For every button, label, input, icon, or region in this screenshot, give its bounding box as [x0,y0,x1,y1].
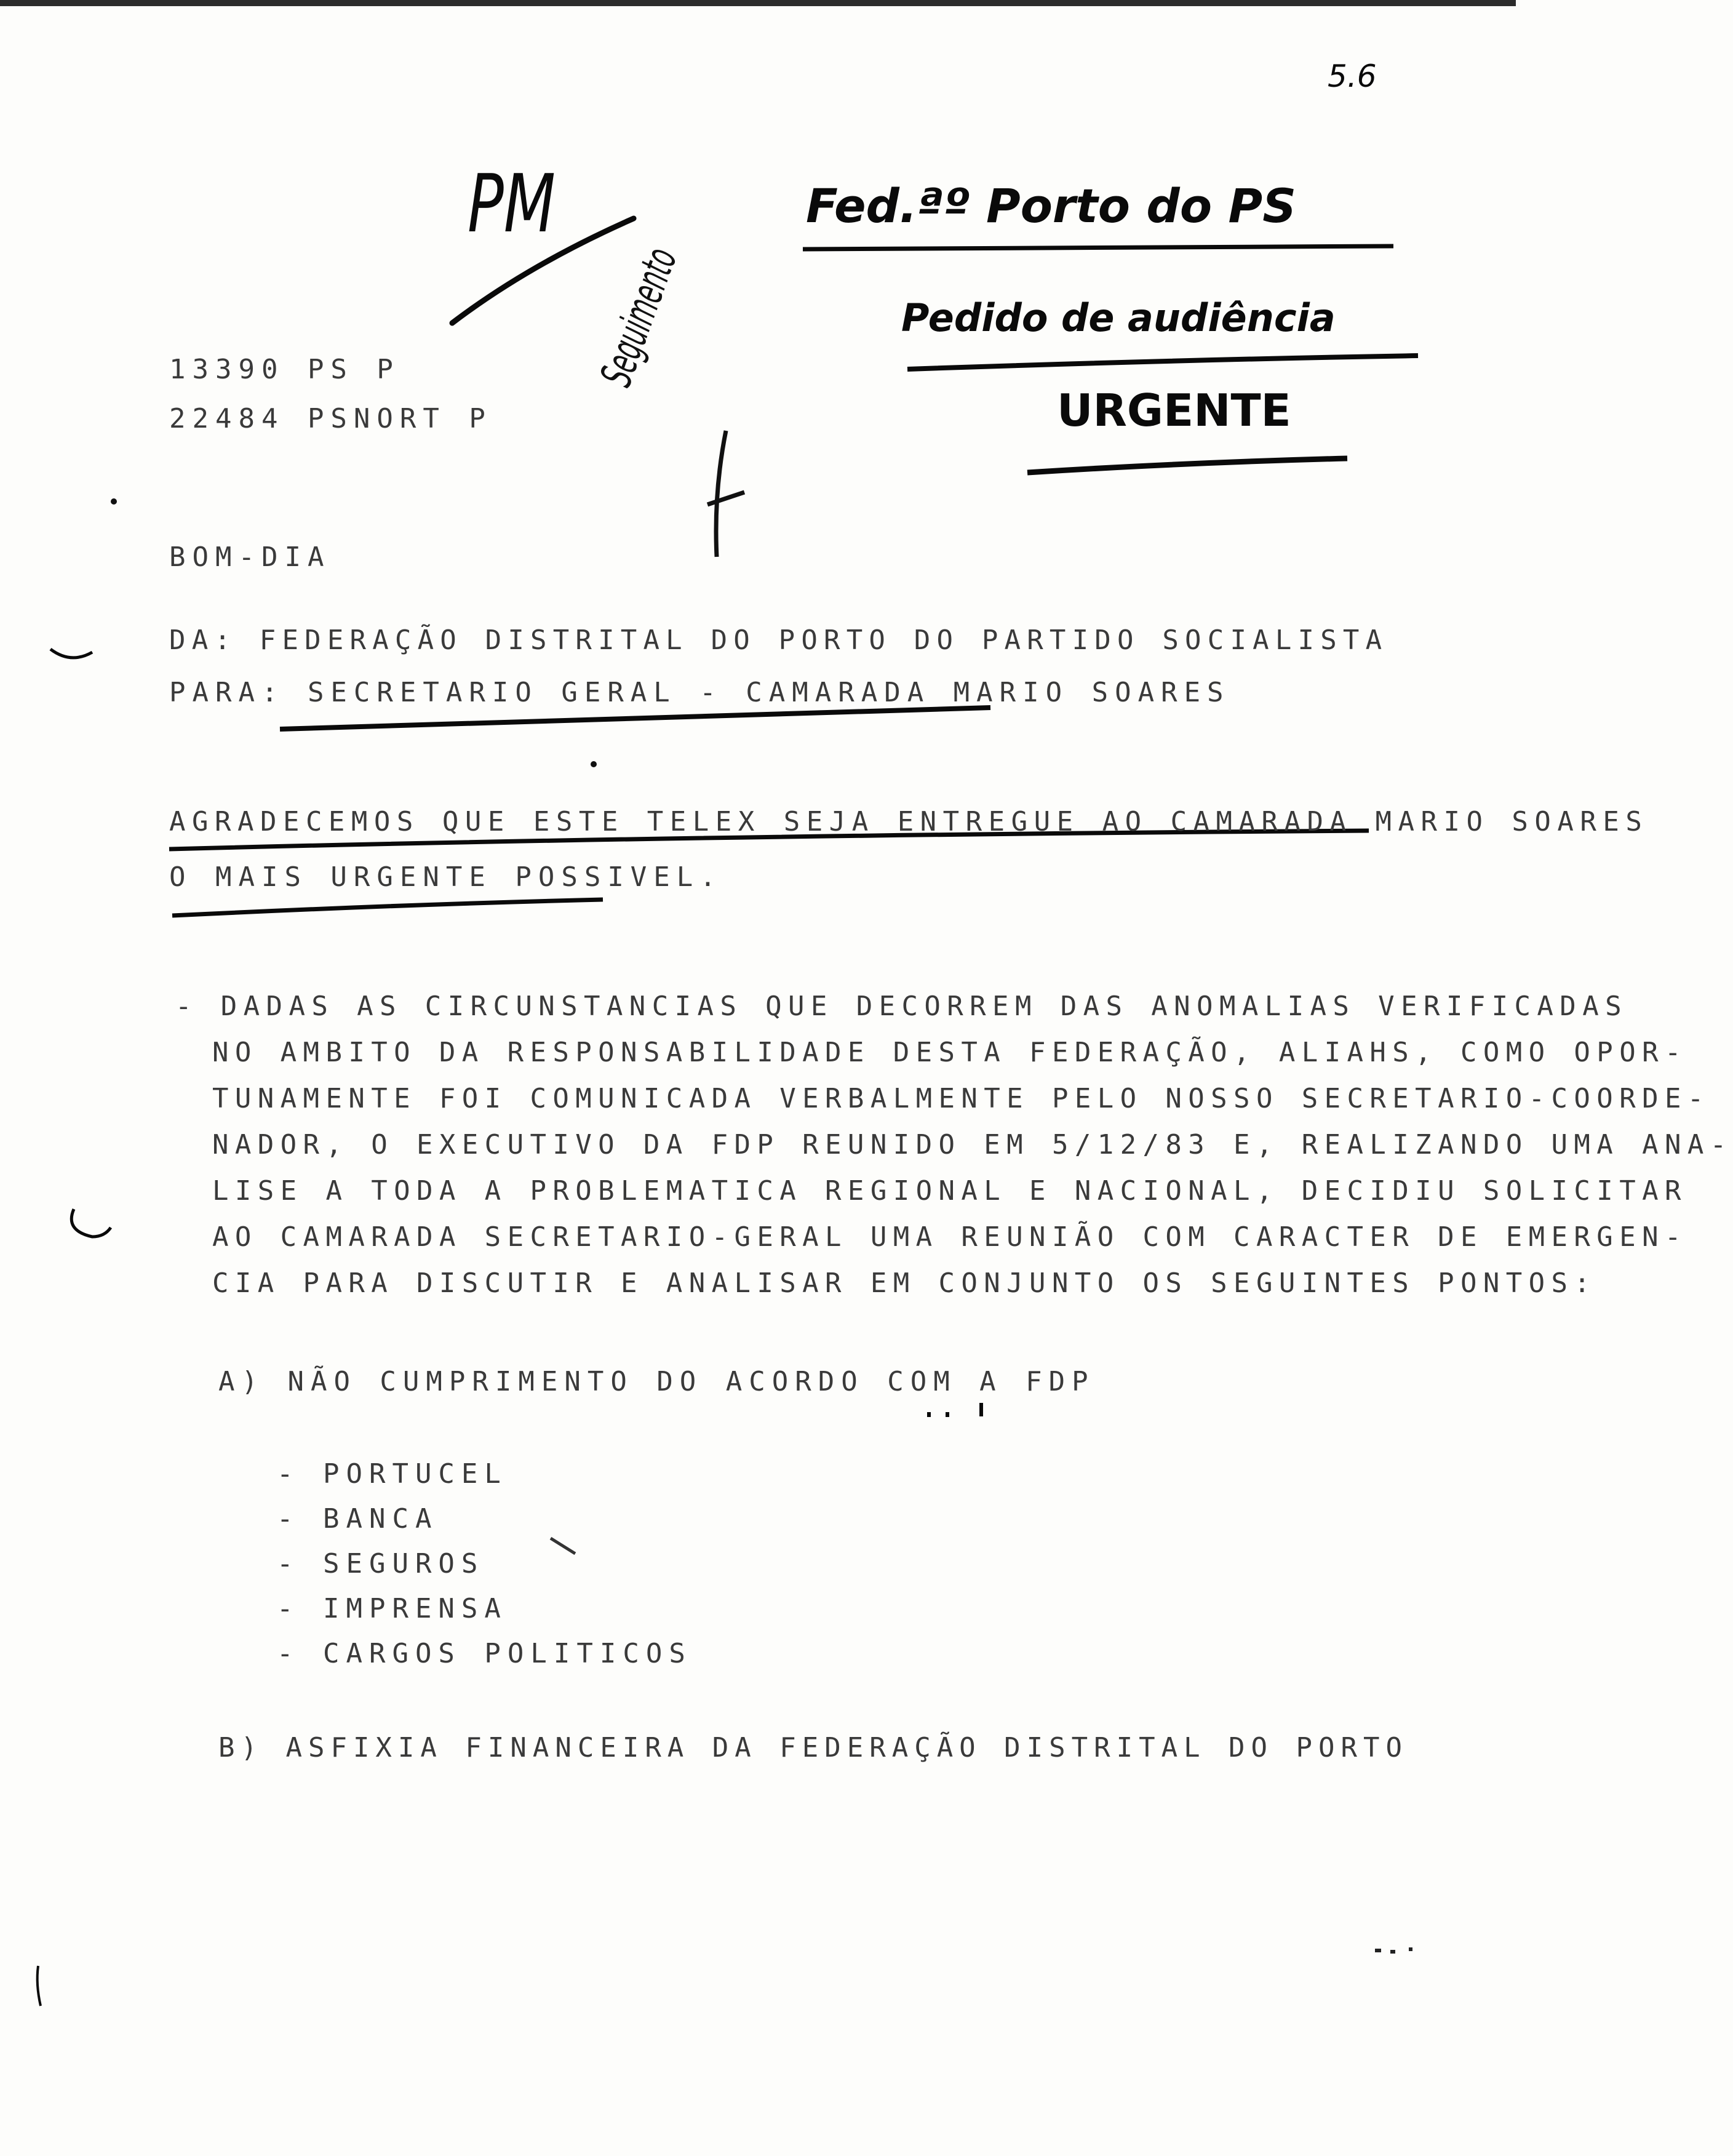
point-a-item: - CARGOS POLITICOS [277,1638,692,1669]
telex-code-1: 13390 PS P [169,354,400,385]
header-underline-3 [1027,458,1347,473]
signature-stroke [707,431,744,557]
header-note-line3: URGENTE [1057,385,1291,436]
body-line-1: - DADAS AS CIRCUNSTANCIAS QUE DECORREM DAS ANOMALIAS VERIFICADAS [175,991,1628,1022]
point-a-item: - BANCA [277,1503,439,1535]
to-line: PARA: SECRETARIO GERAL - CAMARADA MARIO SOARES [169,677,1230,708]
header-note-line2: Pedido de audiência [901,295,1336,340]
margin-mark-2 [71,1209,111,1237]
point-a: A) NÃO CUMPRIMENTO DO ACORDO COM A FDP [218,1366,1095,1397]
body-line-4: NADOR, O EXECUTIVO DA FDP REUNIDO EM 5/12/83 E, REALIZANDO UMA ANA- [212,1129,1733,1160]
from-line: DA: FEDERAÇÃO DISTRITAL DO PORTO DO PARTIDO SOCIALISTA [169,625,1388,656]
telex-code-2: 22484 PSNORT P [169,403,492,434]
body-line-7: CIA PARA DISCUTIR E ANALISAR EM CONJUNTO OS SEGUINTES PONTOS: [212,1268,1597,1299]
margin-mark-3 [38,1966,41,2006]
point-b: B) ASFIXIA FINANCEIRA DA FEDERAÇÃO DISTRITAL DO PORTO [218,1732,1408,1763]
pm-stroke [452,218,634,323]
point-a-item: - PORTUCEL [277,1458,508,1490]
request-line-1: AGRADECEMOS QUE ESTE TELEX SEJA ENTREGUE AO CAMARADA MARIO SOARES [169,806,1649,837]
initials-handwritten: PM [468,157,556,250]
tick-marks [929,1403,981,1417]
margin-mark-1 [50,649,92,658]
body-line-2: NO AMBITO DA RESPONSABILIDADE DESTA FEDERAÇÃO, ALIAHS, COMO OPOR- [212,1037,1687,1068]
stray-dot-1 [111,498,117,505]
body-line-6: AO CAMARADA SECRETARIO-GERAL UMA REUNIÃO COM CARACTER DE EMERGEN- [212,1221,1687,1253]
stray-dot-2 [591,761,597,767]
header-underline-1 [803,246,1393,249]
pen-smudge [551,1538,575,1554]
corner-dots [1375,1949,1412,1952]
request-underline-2 [172,900,603,916]
point-a-item: - SEGUROS [277,1548,485,1579]
request-line-2: O MAIS URGENTE POSSIVEL. [169,861,723,893]
header-note-line1: Fed.ªº Porto do PS [806,178,1296,233]
signature-handwritten: Seguimento [591,241,687,393]
greeting: BOM-DIA [169,541,331,573]
para-underline [280,708,990,729]
point-a-item: - IMPRENSA [277,1593,508,1624]
header-underline-2 [907,356,1418,369]
body-line-3: TUNAMENTE FOI COMUNICADA VERBALMENTE PELO NOSSO SECRETARIO-COORDE- [212,1083,1710,1114]
page-number-handwritten: 5.6 [1328,58,1377,94]
body-line-5: LISE A TODA A PROBLEMATICA REGIONAL E NACIONAL, DECIDIU SOLICITAR [212,1175,1687,1207]
